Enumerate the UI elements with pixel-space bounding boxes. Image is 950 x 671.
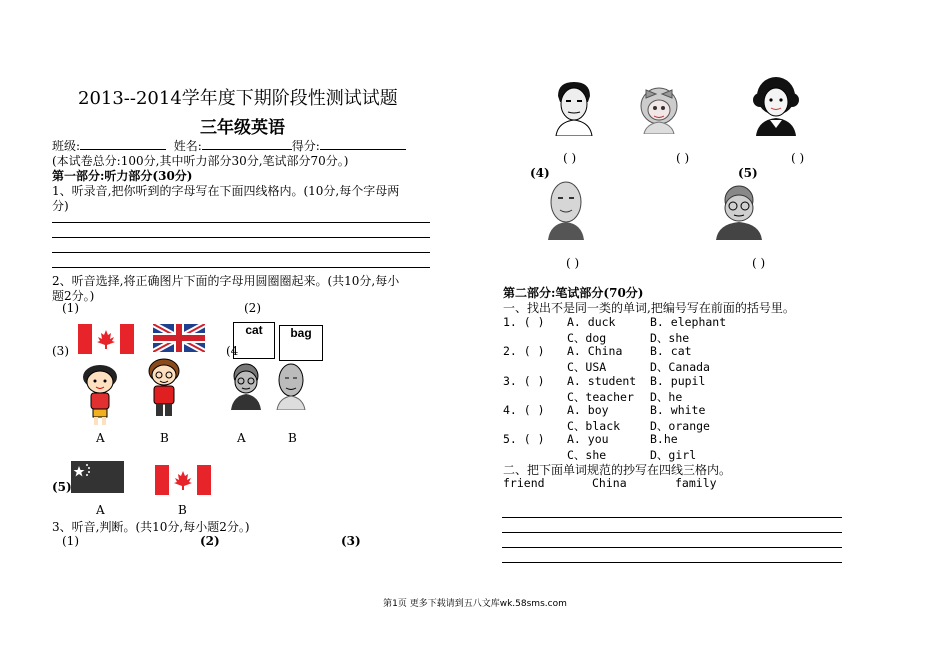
girl-picture[interactable] [78, 363, 122, 427]
q1-num[interactable]: 1. ( ) [503, 315, 545, 329]
choice-b-4[interactable]: B [288, 431, 297, 445]
girl-bow-picture[interactable] [634, 84, 684, 134]
q5-option-a: A. you [567, 432, 609, 446]
choice-b-5[interactable]: B [178, 503, 187, 517]
part2-q1: 一、找出不是同一类的单词,把编号写在前面的括号里。 [503, 301, 795, 315]
judge-num-3: (3) [341, 534, 361, 548]
grandpa-picture[interactable] [275, 360, 307, 410]
q3-option-c: C、teacher [567, 390, 634, 404]
word-card-cat[interactable]: cat [233, 322, 275, 359]
part2-heading: 第二部分:笔试部分(70分) [503, 286, 644, 300]
item-label-4: (4) [530, 166, 550, 180]
grandma-picture[interactable] [227, 362, 265, 410]
exam-subtitle: 三年级英语 [200, 118, 285, 138]
item-num-5: (5) [52, 480, 72, 494]
answer-paren-2[interactable]: ( ) [676, 151, 690, 165]
name-label: 姓名: [173, 139, 202, 153]
choice-a-5[interactable]: A [96, 503, 105, 517]
q5-num[interactable]: 5. ( ) [503, 432, 545, 446]
q2-option-c: C、USA [567, 360, 607, 374]
score-label: 得分: [291, 139, 320, 153]
page-footer: 第1页 更多下载请到五八文库wk.58sms.com [383, 599, 567, 609]
item-label-5: (5) [738, 166, 758, 180]
boy-picture[interactable] [145, 358, 183, 420]
q4-option-c: C、black [567, 419, 621, 433]
canada-flag-icon[interactable] [78, 324, 134, 354]
class-label: 班级: [52, 139, 81, 153]
q1-option-a: A. duck [567, 315, 616, 329]
man-picture[interactable] [552, 80, 596, 136]
choice-a-3[interactable]: A [96, 431, 105, 445]
q5-option-c: C、she [567, 448, 607, 462]
item-num-3: (3) [52, 344, 69, 358]
answer-paren-3[interactable]: ( ) [791, 151, 805, 165]
q1-option-b: B. elephant [650, 315, 727, 329]
q3-option-b: B. pupil [650, 374, 706, 388]
q4-num[interactable]: 4. ( ) [503, 403, 545, 417]
class-blank[interactable] [80, 137, 166, 150]
q4-option-d: D、orange [650, 419, 710, 433]
score-blank[interactable] [320, 137, 406, 150]
name-blank[interactable] [202, 137, 292, 150]
choice-a-4[interactable]: A [237, 431, 246, 445]
old-man-picture[interactable] [546, 178, 586, 240]
q1-option-c: C、dog [567, 331, 607, 345]
q3-num[interactable]: 3. ( ) [503, 374, 545, 388]
part1-q1: 1、听录音,把你听到的字母写在下面四线格内。(10分,每个字母两 [52, 184, 400, 198]
answer-paren-5[interactable]: ( ) [752, 256, 766, 270]
q1-option-d: D、she [650, 331, 690, 345]
q4-option-a: A. boy [567, 403, 609, 417]
copy-word-1: friend [503, 476, 545, 490]
q5-option-b: B.he [650, 432, 678, 446]
judge-num-2: (2) [200, 534, 220, 548]
total-note: (本试卷总分:100分,其中听力部分30分,笔试部分70分。) [52, 154, 349, 168]
item-num-4: (4 [226, 344, 239, 358]
item-num-2: (2) [244, 301, 261, 315]
part1-q2-cont: 题2分。) [52, 289, 95, 303]
q2-option-a: A. China [567, 344, 623, 358]
answer-paren-4[interactable]: ( ) [566, 256, 580, 270]
canada-flag-icon-2[interactable] [155, 465, 211, 495]
exam-title: 2013--2014学年度下期阶段性测试试题 [78, 88, 398, 109]
china-flag-icon[interactable] [71, 461, 124, 493]
part1-q1-cont: 分) [52, 199, 69, 213]
part2-q2: 二、把下面单词规范的抄写在四线三格内。 [503, 463, 732, 477]
part1-q2: 2、听音选择,将正确图片下面的字母用圆圈圈起来。(共10分,每小 [52, 274, 400, 288]
q2-option-b: B. cat [650, 344, 692, 358]
q5-option-d: D、girl [650, 448, 697, 462]
copy-word-3: family [675, 476, 717, 490]
q2-num[interactable]: 2. ( ) [503, 344, 545, 358]
old-woman-picture[interactable] [712, 184, 766, 240]
answer-paren-1[interactable]: ( ) [563, 151, 577, 165]
woman-picture[interactable] [750, 76, 802, 136]
word-card-bag[interactable]: bag [279, 325, 323, 361]
q4-option-b: B. white [650, 403, 706, 417]
uk-flag-icon[interactable] [153, 324, 205, 352]
q3-option-d: D、he [650, 390, 683, 404]
choice-b-3[interactable]: B [160, 431, 169, 445]
part1-heading: 第一部分:听力部分(30分) [52, 169, 193, 183]
q3-option-a: A. student [567, 374, 637, 388]
q2-option-d: D、Canada [650, 360, 710, 374]
item-num-1: (1) [62, 301, 79, 315]
part1-q3: 3、听音,判断。(共10分,每小题2分。) [52, 520, 250, 534]
judge-num-1: (1) [62, 534, 79, 548]
copy-word-2: China [592, 476, 627, 490]
